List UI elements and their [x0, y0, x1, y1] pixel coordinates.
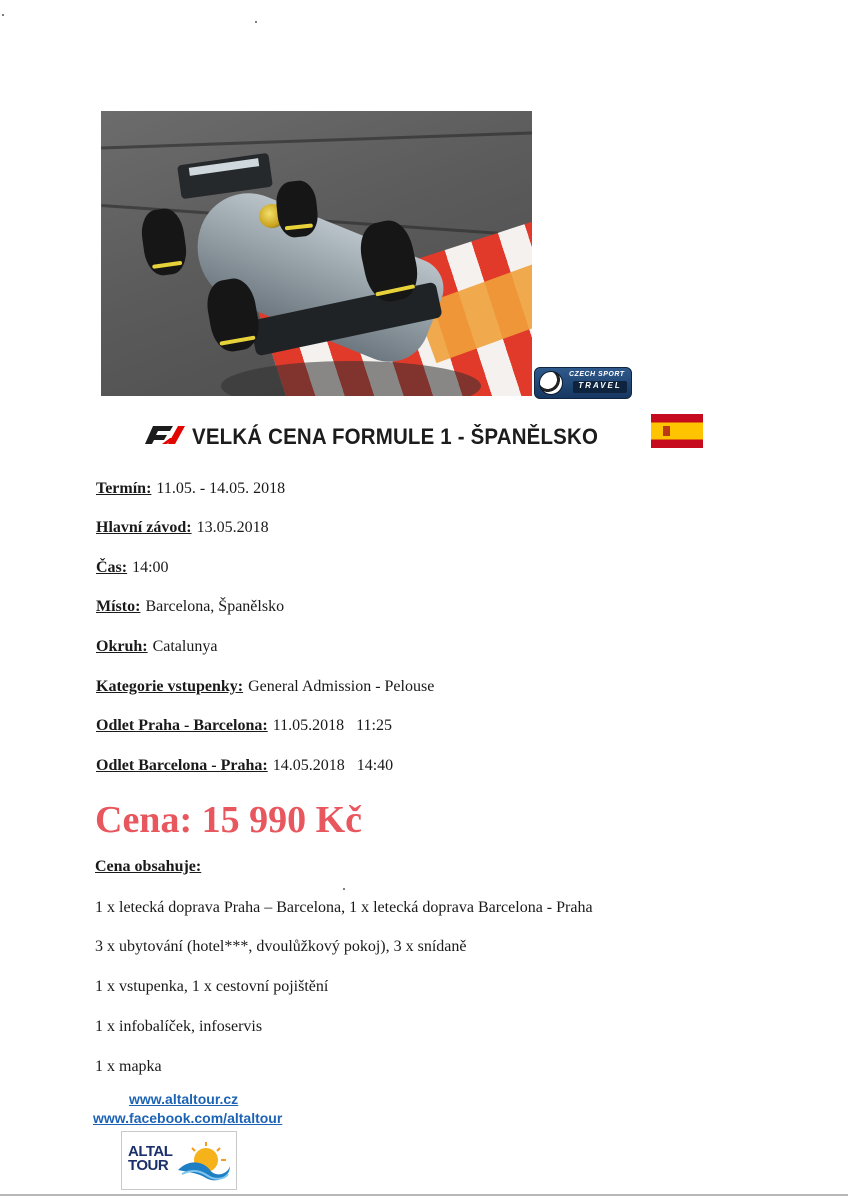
detail-row-time — [96, 559, 169, 577]
detail-value: 13.05.2018 — [196, 519, 269, 536]
detail-value: 14.05.2018 14:40 — [272, 757, 394, 774]
detail-label: Kategorie vstupenky: — [96, 678, 244, 695]
detail-value: 14:00 — [132, 559, 169, 576]
detail-label: Hlavní závod: — [96, 519, 192, 536]
detail-row-departure-return — [96, 757, 393, 775]
includes-item: 1 x vstupenka, 1 x cestovní pojištění — [95, 978, 329, 995]
includes-item: 1 x letecká doprava Praha – Barcelona, 1 x letecká doprava Barcelona - Praha — [95, 899, 593, 916]
includes-item: 3 x ubytování (hotel***, dvoulůžkový pokoj), 3 x snídaně — [95, 938, 467, 955]
detail-label: Místo: — [96, 598, 141, 615]
detail-label: Termín: — [96, 480, 152, 497]
detail-value: 11.05.2018 11:25 — [272, 717, 392, 734]
detail-row-ticket-category — [96, 678, 434, 696]
sun-wave-icon — [176, 1140, 232, 1182]
page-edge-divider — [0, 1194, 848, 1196]
scan-speck — [255, 21, 257, 23]
includes-heading: Cena obsahuje: — [95, 858, 202, 875]
badge-line2: TRAVEL — [573, 381, 627, 393]
includes-item: 1 x infobalíček, infoservis — [95, 1018, 263, 1035]
detail-row-place — [96, 598, 284, 616]
czech-sport-travel-logo — [534, 367, 632, 399]
detail-label: Okruh: — [96, 638, 148, 655]
scan-speck — [343, 888, 345, 890]
football-icon — [539, 371, 563, 395]
facebook-link[interactable]: www.facebook.com/altaltour — [93, 1110, 283, 1126]
spain-flag-icon — [651, 414, 703, 448]
website-link[interactable]: www.altaltour.cz — [129, 1091, 239, 1107]
altal-tour-wordmark — [128, 1145, 172, 1173]
logo-line2: TOUR — [128, 1157, 169, 1174]
hero-photo-f1-car — [101, 111, 532, 396]
detail-value: General Admission - Pelouse — [248, 678, 435, 695]
detail-row-departure-outbound — [96, 717, 392, 735]
detail-row-term — [96, 480, 285, 498]
badge-line1: CZECH SPORT — [569, 371, 625, 378]
detail-value: Barcelona, Španělsko — [145, 598, 285, 615]
detail-row-main-race — [96, 519, 269, 537]
detail-label: Odlet Praha - Barcelona: — [96, 717, 268, 734]
detail-value: Catalunya — [152, 638, 218, 655]
scan-speck — [2, 14, 4, 16]
detail-label: Odlet Barcelona - Praha: — [96, 757, 268, 774]
page-title: VELKÁ CENA FORMULE 1 - ŠPANĚLSKO — [192, 424, 599, 449]
logo-line1: ALTAL — [128, 1143, 173, 1160]
altal-tour-logo — [121, 1131, 237, 1190]
price: Cena: 15 990 Kč — [95, 799, 363, 841]
detail-row-circuit — [96, 638, 217, 656]
f1-logo-icon — [143, 424, 187, 446]
includes-item: 1 x mapka — [95, 1058, 162, 1075]
detail-label: Čas: — [96, 559, 128, 576]
detail-value: 11.05. - 14.05. 2018 — [156, 480, 286, 497]
